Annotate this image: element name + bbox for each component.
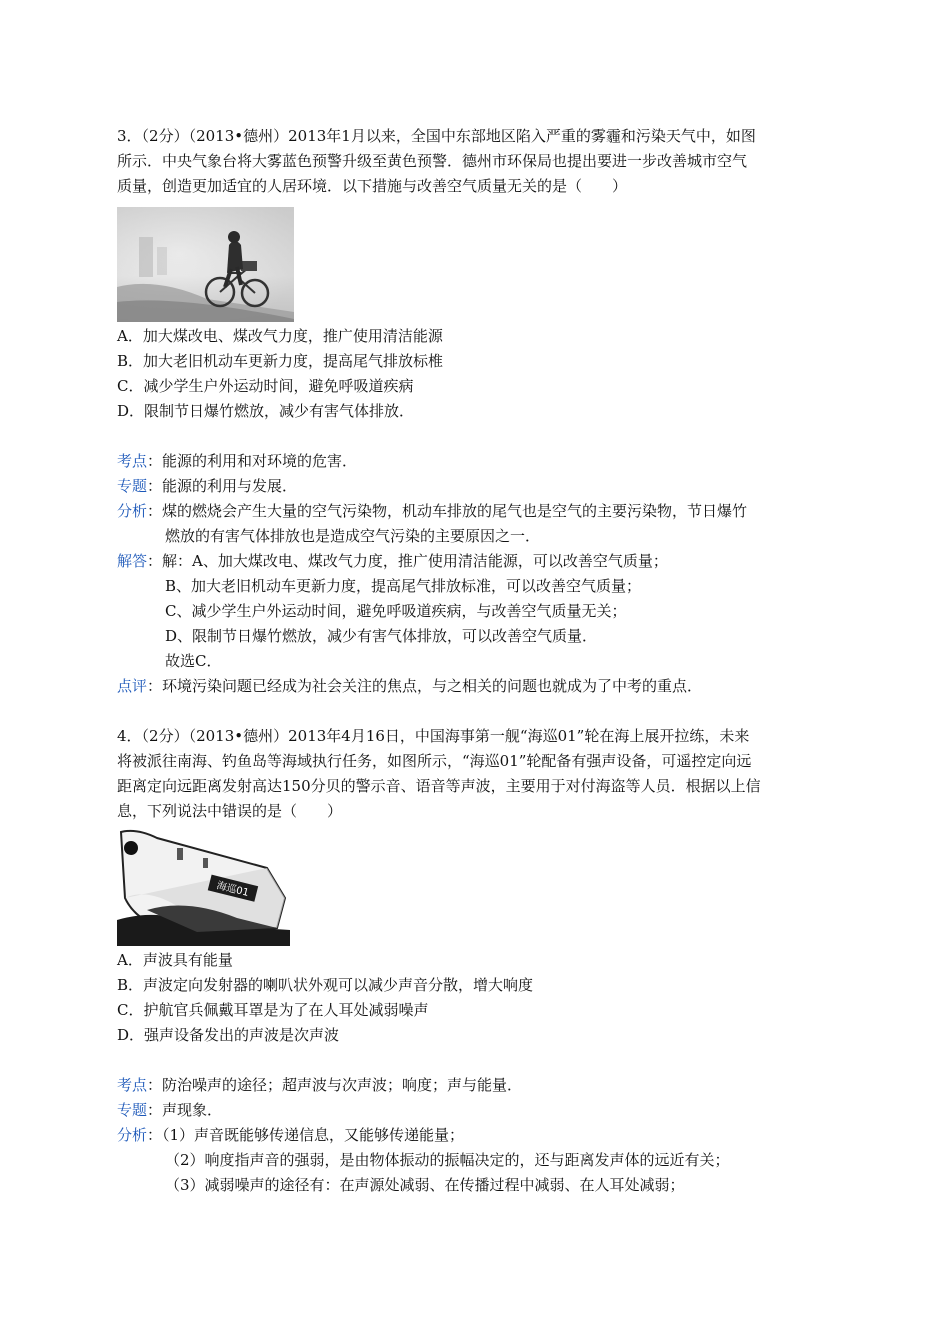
q4-option-d: D．强声设备发出的声波是次声波 [117,1026,340,1044]
q3-stem-line-3: 质量，创造更加适宜的人居环境．以下措施与改善空气质量无关的是（ ） [117,177,628,195]
q4-fenxi-text-3: （3）减弱噪声的途径有：在声源处减弱、在传播过程中减弱、在人耳处减弱； [165,1176,685,1194]
q3-jieda-text-4: D、限制节日爆竹燃放，减少有害气体排放，可以改善空气质量． [165,627,598,645]
q3-stem-line-2: 所示．中央气象台将大雾蓝色预警升级至黄色预警．德州市环保局也提出要进一步改善城市空气 [117,152,748,170]
q3-jieda-text-3: C、减少学生户外运动时间，避免呼吸道疾病，与改善空气质量无关； [165,602,627,620]
q3-fenxi-label: 分析 [117,502,148,520]
q4-fenxi-label: 分析 [117,1126,148,1144]
q4-option-b: B．声波定向发射器的喇叭状外观可以减少声音分散，增大响度 [117,976,534,994]
q3-dianping [117,674,702,698]
q3-fenxi-text-1: ：煤的燃烧会产生大量的空气污染物，机动车排放的尾气也是空气的主要污染物，节日爆竹 [147,502,748,520]
q3-fenxi [117,499,747,523]
q4-stem-line-1: 4．（2分）（2013•德州）2013年4月16日，中国海事第一舰“海巡01”轮在海上展开拉练，未来 [117,727,750,745]
q3-jieda-label: 解答 [117,552,148,570]
foggy-cyclist-image [117,207,294,322]
q4-fenxi-text-2: （2）响度指声音的强弱，是由物体振动的振幅决定的，还与距离发声体的远近有关； [165,1151,730,1169]
q3-option-b: B．加大老旧机动车更新力度，提高尾气排放标椎 [117,352,444,370]
q3-kaodian [117,449,357,473]
q4-zhuanti-label: 专题 [117,1101,148,1119]
q4-option-c: C．护航官兵佩戴耳罩是为了在人耳处减弱噪声 [117,1001,429,1019]
q3-jieda [117,549,668,573]
q3-option-d: D．限制节日爆竹燃放，减少有害气体排放． [117,402,415,420]
q3-jieda-text-2: B、加大老旧机动车更新力度，提高尾气排放标准，可以改善空气质量； [165,577,642,595]
patrol-ship-image [117,828,290,946]
q4-stem-line-4: 息，下列说法中错误的是（ ） [117,802,343,820]
q3-stem-line-1: 3．（2分）（2013•德州）2013年1月以来，全国中东部地区陷入严重的雾霾和污染天气中，如图 [117,127,756,145]
q3-jieda-text-5: 故选C． [165,652,222,670]
q3-fenxi-text-2: 燃放的有害气体排放也是造成空气污染的主要原因之一． [165,527,541,545]
q3-kaodian-label: 考点 [117,452,148,470]
q3-kaodian-text: ：能源的利用和对环境的危害． [147,452,358,470]
q4-fenxi-text-1: ：（1）声音既能够传递信息，又能够传递能量； [147,1126,465,1144]
q4-zhuanti [117,1098,222,1122]
q4-fenxi [117,1123,464,1147]
q4-stem-line-3: 距离定向远距离发射高达150分贝的警示音、语音等声波，主要用于对付海盗等人员．根据以上信 [117,777,761,795]
q4-kaodian-label: 考点 [117,1076,148,1094]
q3-option-c: C．减少学生户外运动时间，避免呼吸道疾病 [117,377,414,395]
q4-option-a: A．声波具有能量 [117,951,233,969]
q3-zhuanti-label: 专题 [117,477,148,495]
q4-kaodian-text: ：防治噪声的途径；超声波与次声波；响度；声与能量． [147,1076,523,1094]
q3-dianping-label: 点评 [117,677,148,695]
q4-zhuanti-text: ：声现象． [147,1101,223,1119]
q3-zhuanti [117,474,297,498]
q4-stem-line-2: 将被派往南海、钓鱼岛等海域执行任务，如图所示，“海巡01”轮配备有强声设备，可遥控定向远 [117,752,752,770]
q3-zhuanti-text: ：能源的利用与发展． [147,477,298,495]
q3-option-a: A．加大煤改电、煤改气力度，推广使用清洁能源 [117,327,443,345]
q4-kaodian [117,1073,522,1097]
ship-hull-text: 海巡01 [215,880,250,899]
q3-dianping-text: ：环境污染问题已经成为社会关注的焦点，与之相关的问题也就成为了中考的重点． [147,677,703,695]
q3-jieda-text-1: ：解：A、加大煤改电、煤改气力度，推广使用清洁能源，可以改善空气质量； [147,552,668,570]
